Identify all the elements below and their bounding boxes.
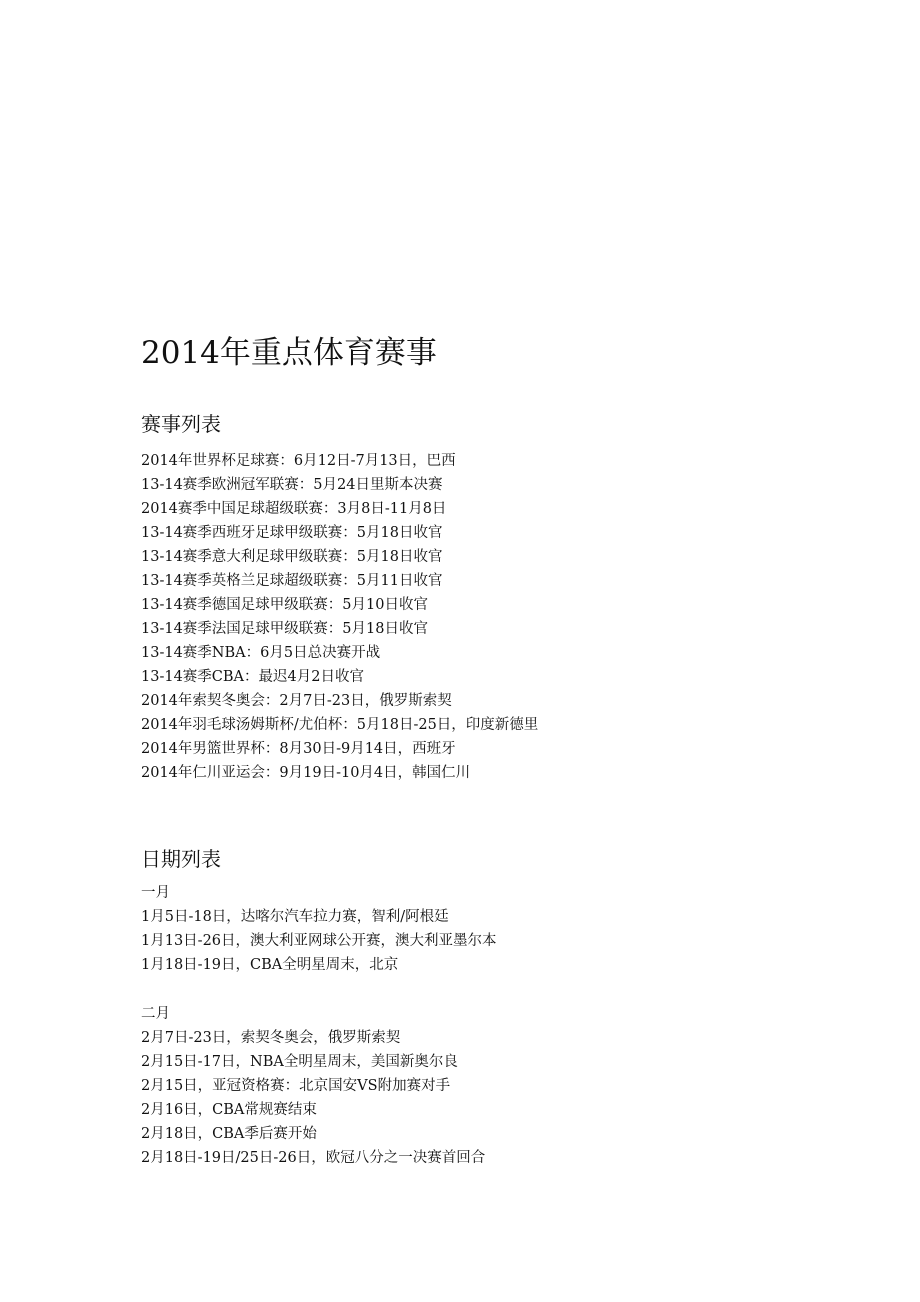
list-item: 13-14赛季法国足球甲级联赛：5月18日收官 <box>141 621 428 637</box>
list-item: 13-14赛季NBA：6月5日总决赛开战 <box>141 645 381 661</box>
dates-section-heading: 日期列表 <box>141 847 221 871</box>
list-item: 2014赛季中国足球超级联赛：3月8日-11月8日 <box>141 501 447 517</box>
list-item: 2014年世界杯足球赛：6月12日-7月13日，巴西 <box>141 453 456 469</box>
list-item: 2月15日，亚冠资格赛：北京国安VS附加赛对手 <box>141 1078 451 1094</box>
month-event-list <box>141 905 497 977</box>
month-heading: 二月 <box>141 1006 170 1022</box>
list-item: 2014年仁川亚运会：9月19日-10月4日，韩国仁川 <box>141 765 471 781</box>
list-item: 13-14赛季CBA：最迟4月2日收官 <box>141 669 364 685</box>
month-event-list <box>141 1026 485 1170</box>
list-item: 2014年索契冬奥会：2月7日-23日，俄罗斯索契 <box>141 693 452 709</box>
list-item: 2014年男篮世界杯：8月30日-9月14日，西班牙 <box>141 741 456 757</box>
month-heading: 一月 <box>141 885 170 901</box>
list-item: 2014年羽毛球汤姆斯杯/尤伯杯：5月18日-25日，印度新德里 <box>141 717 539 733</box>
list-item: 13-14赛季德国足球甲级联赛：5月10日收官 <box>141 597 428 613</box>
list-item: 13-14赛季意大利足球甲级联赛：5月18日收官 <box>141 549 443 565</box>
events-list <box>141 449 538 785</box>
list-item: 2月18日-19日/25日-26日，欧冠八分之一决赛首回合 <box>141 1150 486 1166</box>
list-item: 1月13日-26日，澳大利亚网球公开赛，澳大利亚墨尔本 <box>141 933 497 949</box>
list-item: 2月18日，CBA季后赛开始 <box>141 1126 317 1142</box>
list-item: 1月5日-18日，达喀尔汽车拉力赛，智利/阿根廷 <box>141 909 449 925</box>
list-item: 2月7日-23日，索契冬奥会，俄罗斯索契 <box>141 1030 401 1046</box>
list-item: 13-14赛季西班牙足球甲级联赛：5月18日收官 <box>141 525 443 541</box>
events-section-heading: 赛事列表 <box>141 412 221 436</box>
list-item: 2月16日，CBA常规赛结束 <box>141 1102 317 1118</box>
list-item: 2月15日-17日，NBA全明星周末，美国新奥尔良 <box>141 1054 458 1070</box>
list-item: 13-14赛季英格兰足球超级联赛：5月11日收官 <box>141 573 443 589</box>
month-block-january <box>141 881 497 977</box>
page-title: 2014年重点体育赛事 <box>141 335 437 371</box>
month-block-february <box>141 1002 485 1170</box>
list-item: 13-14赛季欧洲冠军联赛：5月24日里斯本决赛 <box>141 477 443 493</box>
list-item: 1月18日-19日，CBA全明星周末，北京 <box>141 957 399 973</box>
